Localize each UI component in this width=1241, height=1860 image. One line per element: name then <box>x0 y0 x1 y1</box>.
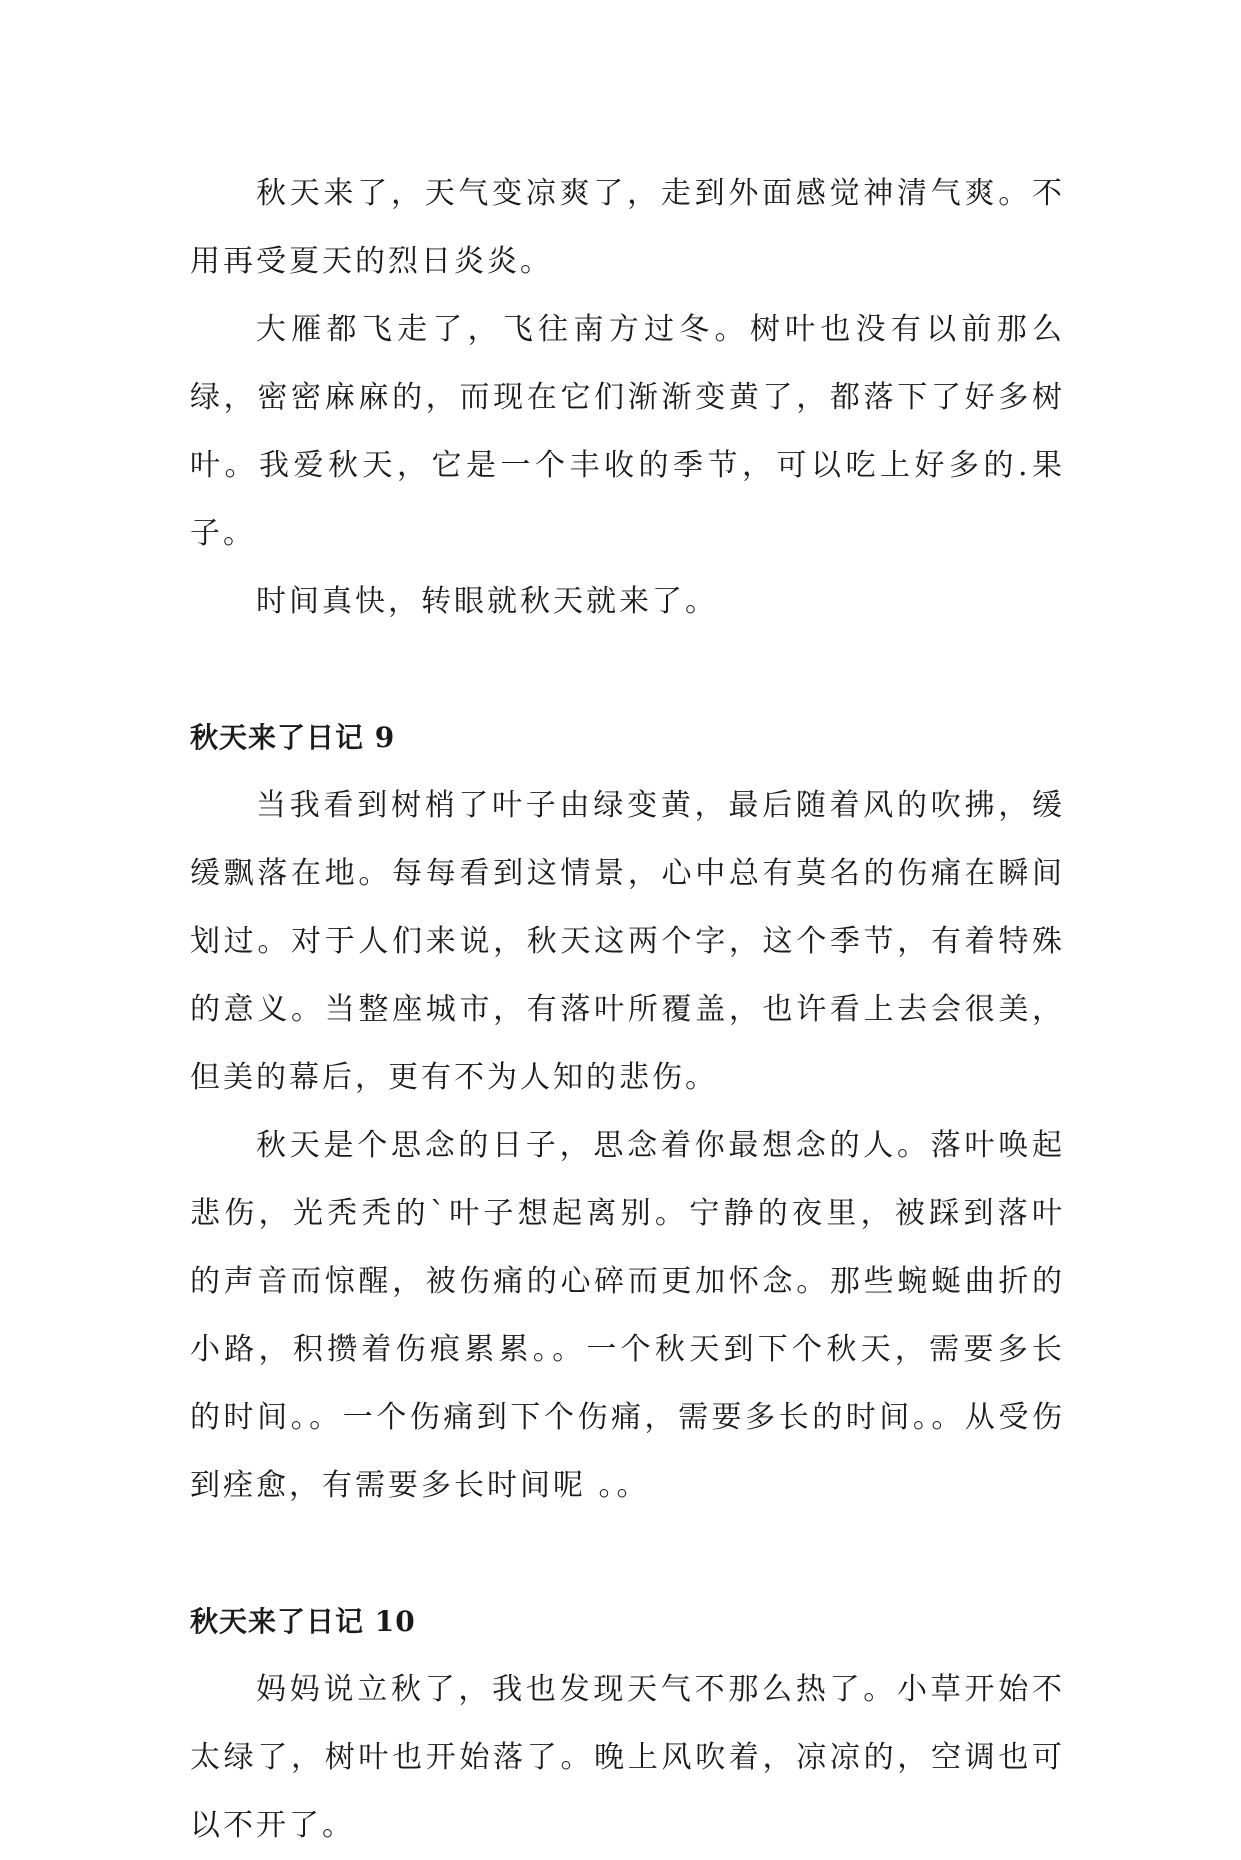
paragraph: 时间真快，转眼就秋天就来了。 <box>256 584 718 619</box>
document-page <box>190 160 1065 1860</box>
paragraph: 妈妈说立秋了，我也发现天气不那么热了。小草开始不太绿了，树叶也开始落了。晚上风吹着，凉凉的，空调也可以不开了。 <box>190 1672 1065 1843</box>
paragraph: 秋天来了，天气变凉爽了，走到外面感觉神清气爽。不用再受夏天的烈日炎炎。 <box>190 176 1065 279</box>
section-gap <box>190 636 1065 704</box>
paragraph: 当我看到树梢了叶子由绿变黄，最后随着风的吹拂，缓缓飘落在地。每每看到这情景，心中总有莫名的伤痛在瞬间划过。对于人们来说，秋天这两个字，这个季节，有着特殊的意义。当整座城市，有落叶所覆盖，也许看上去会很美，但美的幕后，更有不为人知的悲伤。 <box>190 788 1065 1095</box>
paragraph: 秋天是个思念的日子，思念着你最想念的人。落叶唤起悲伤，光秃秃的`叶子想起离别。宁静的夜里，被踩到落叶的声音而惊醒，被伤痛的心碎而更加怀念。那些蜿蜒曲折的小路，积攒着伤痕累累。。一个秋天到下个秋天，需要多长的时间。。一个伤痛到下个伤痛，需要多长的时间。。从受伤到痊愈，有需要多长时间呢 。。 <box>190 1128 1065 1503</box>
section-title-10: 秋天来了日记 10 <box>190 1605 416 1638</box>
section-gap <box>190 1520 1065 1588</box>
section-title-9: 秋天来了日记 9 <box>190 721 396 754</box>
paragraph: 大雁都飞走了，飞往南方过冬。树叶也没有以前那么绿，密密麻麻的，而现在它们渐渐变黄了，都落下了好多树叶。我爱秋天，它是一个丰收的季节，可以吃上好多的.果子。 <box>190 312 1065 551</box>
